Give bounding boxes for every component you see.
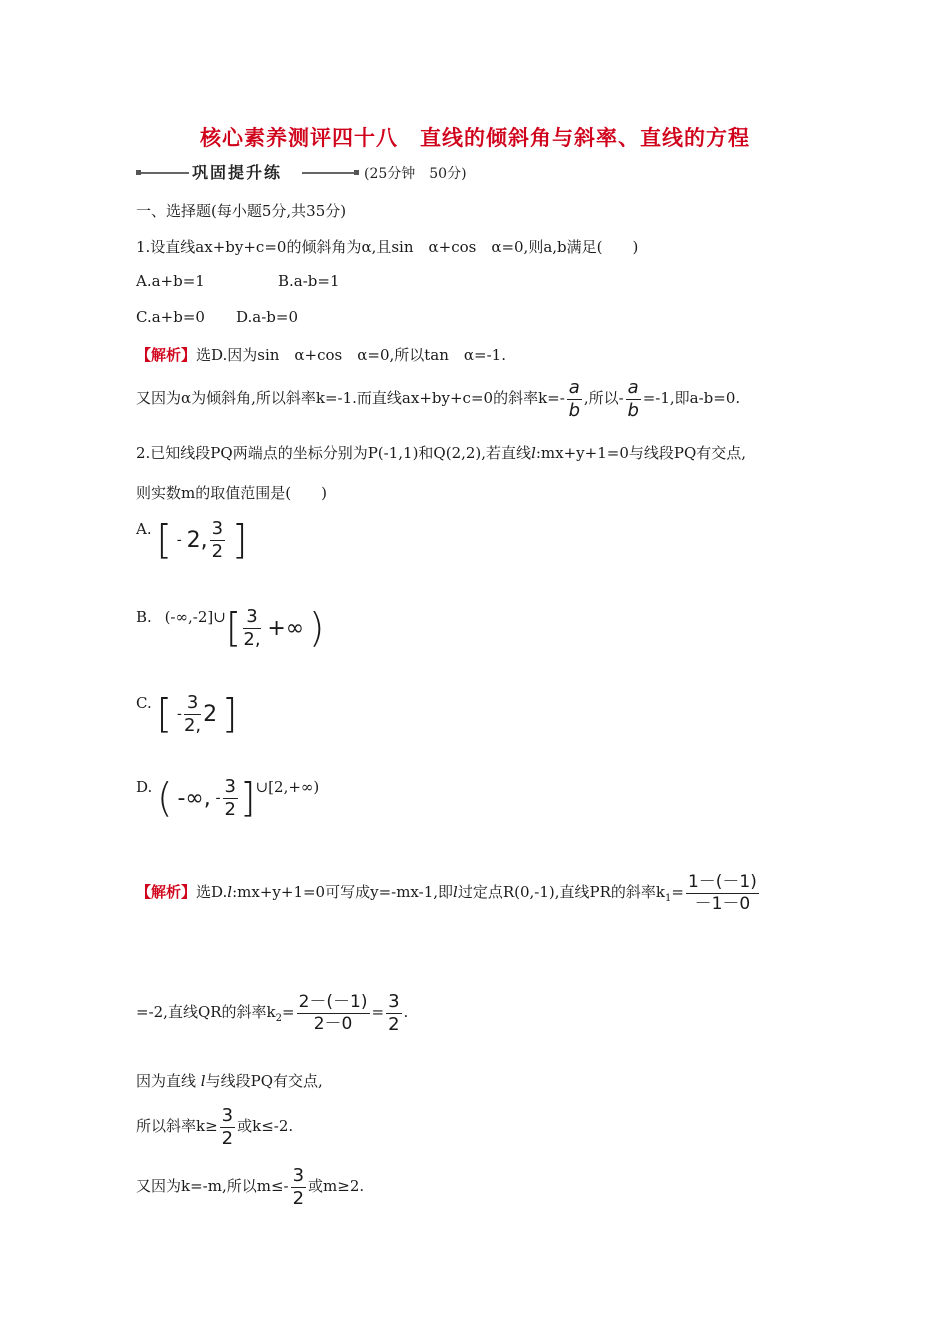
banner-name: 巩固提升练 (192, 163, 283, 182)
banner-line (302, 172, 354, 174)
analysis-text: ,所以- (583, 389, 624, 407)
q2-option-c: C. [ - $\frac{3}{2,}$ 2 ] (136, 691, 238, 738)
k1-fraction: $\frac{1-(-1)}{-1-0}$ (687, 871, 757, 914)
fraction: $\frac{a}{b}$ (568, 376, 581, 421)
q2-stem-line2: 则实数m的取值范围是( ) (136, 484, 327, 502)
analysis-text: =-1,即a-b=0. (642, 389, 741, 407)
q2-analysis-line1: 【解析】选D.l:mx+y+1=0可写成y=-mx-1,即l过定点R(0,-1),直线PR的斜率$k_1=$ $\frac{1-(-1)}{-1-0}$ (136, 871, 757, 914)
page-title: 核心素养测评四十八 直线的倾斜角与斜率、直线的方程 (200, 126, 750, 150)
section-heading: 一、选择题(每小题5分,共35分) (136, 202, 347, 220)
analysis-text: 又因为α为倾斜角,所以斜率k=-1.而直线ax+by+c=0的斜率k=- (136, 389, 565, 407)
banner-line (141, 172, 189, 174)
k2-fraction: $\frac{2-(-1)}{2-0}$ (298, 991, 368, 1034)
q1-stem: 1.设直线ax+by+c=0的倾斜角为α,且sin α+cos α=0,则a,b满足( ) (136, 238, 639, 256)
q2-option-d: D. ( -∞, - $\frac{3}{2}$ ]∪[2,+∞) (136, 775, 320, 822)
q2-analysis-line5: 又因为k=-m,所以m≤- $\frac{3}{2}$ 或m≥2. (136, 1164, 365, 1209)
q1-option-d: D.a-b=0 (236, 308, 298, 326)
q2-analysis-line2: =-2,直线QR的斜率$k_2=$ $\frac{2-(-1)}{2-0}$ = $\frac{3}{2}$ . (136, 990, 409, 1035)
analysis-text: 选D.因为sin α+cos α=0,所以tan α=-1. (196, 346, 506, 364)
fraction: $\frac{a}{b}$ (627, 376, 639, 421)
q1-analysis-line2 (136, 378, 740, 420)
q2-option-a: A. [ - 2, $\frac{3}{2}$ ] (136, 517, 248, 564)
q2-analysis-line4: 所以斜率k≥ $\frac{3}{2}$ 或k≤-2. (136, 1104, 294, 1149)
fraction: $\frac{3}{2}$ (388, 990, 400, 1035)
q2-analysis-line3: 因为直线 l与线段PQ有交点, (136, 1072, 323, 1090)
banner-dot-icon (354, 170, 359, 175)
q1-option-a: A.a+b=1 (136, 272, 205, 290)
section-banner (136, 160, 496, 184)
analysis-tag: 【解析】 (136, 883, 197, 901)
q1-analysis-line1 (136, 344, 506, 365)
q1-option-c: C.a+b=0 (136, 308, 205, 326)
analysis-tag: 【解析】 (136, 346, 197, 364)
q2-option-b: B. (-∞,-2]∪[ $\frac{3}{2,}$ +∞ ) (136, 605, 325, 652)
banner-time: (25分钟 50分) (364, 166, 467, 182)
q2-stem-line1: 2.已知线段PQ两端点的坐标分别为P(-1,1)和Q(2,2),若直线l:mx+y+1=0与线段PQ有交点, (136, 444, 747, 462)
q1-option-b: B.a-b=1 (278, 272, 340, 290)
